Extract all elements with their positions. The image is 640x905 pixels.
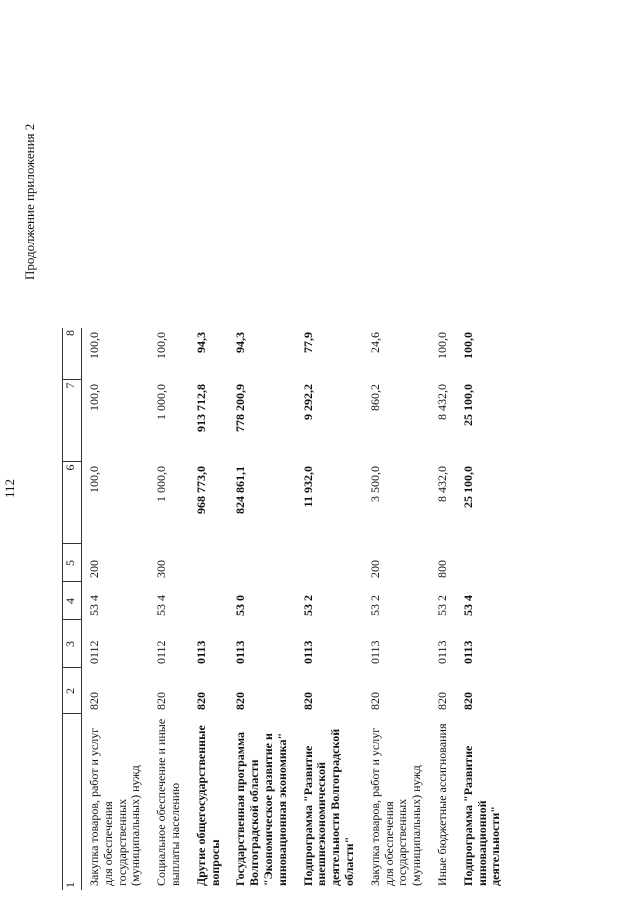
table-header [63, 328, 82, 890]
row-cell-c5 [296, 544, 363, 582]
row-cell-c7: 9 292,2 [300, 384, 315, 420]
row-cell-c4: 53 2 [300, 595, 315, 616]
row-name-cell: Социальное обеспечение и иные выплаты населению [154, 718, 182, 886]
row-cell-c3: 0113 [434, 640, 449, 664]
row-cell-c5: 200 [87, 560, 101, 578]
row-cell-c3: 0113 [300, 640, 315, 664]
row-cell-c6: 824 861,1 [233, 466, 248, 514]
row-cell-c2: 820 [154, 692, 169, 710]
row-cell-c6: 100,0 [87, 466, 101, 493]
table-row [228, 328, 295, 890]
row-cell-c6: 8 432,0 [434, 466, 449, 502]
row-name-cell: Иные бюджетные ассигнования [434, 723, 449, 886]
header-col-8: 8 [63, 328, 82, 380]
row-cell-c4: 53 4 [154, 595, 169, 616]
row-cell-c6: 25 100,0 [460, 466, 475, 508]
table-row [296, 328, 363, 890]
header-col-5: 5 [63, 544, 82, 582]
header-col-7: 7 [63, 380, 82, 462]
table-row [363, 328, 430, 890]
row-cell-c3: 0112 [154, 640, 169, 664]
row-cell-c4: 53 2 [434, 595, 449, 616]
header-col-2: 2 [63, 668, 82, 714]
row-cell-c5: 800 [434, 560, 449, 578]
row-cell-c4: 53 4 [87, 595, 101, 616]
row-name-cell: Государственная программа Волгоградской области "Экономическое развитие и инновационная экономика" [233, 731, 289, 886]
row-cell-c4: 53 0 [233, 595, 248, 616]
row-cell-c7: 25 100,0 [460, 384, 475, 426]
row-cell-c6: 968 773,0 [193, 466, 208, 514]
row-cell-c7: 913 712,8 [193, 384, 208, 432]
row-name-cell: Закупка товаров, работ и услуг для обеспечения государственных (муниципальных) нужд [367, 727, 424, 886]
budget-table [62, 328, 509, 890]
row-cell-c3: 0112 [87, 640, 101, 664]
row-cell-c2: 820 [300, 692, 315, 710]
row-cell-c6: 11 932,0 [300, 466, 315, 508]
table-row [82, 328, 150, 890]
header-col-1: 1 [63, 714, 82, 890]
row-cell-c7: 860,2 [367, 384, 382, 411]
row-name-cell: Подпрограмма "Развитие внешнеэкономической деятельности Волгоградской области" [300, 728, 356, 886]
row-cell-c3: 0113 [233, 640, 248, 664]
row-cell-c5 [228, 544, 295, 582]
row-cell-c2: 820 [193, 692, 208, 710]
row-cell-c8: 94,3 [233, 332, 248, 353]
row-cell-c5: 200 [367, 560, 382, 578]
table-body [82, 328, 510, 890]
row-cell-c2: 820 [367, 692, 382, 710]
row-cell-c5: 300 [154, 560, 169, 578]
page-number: 112 [2, 478, 17, 498]
row-cell-c7: 8 432,0 [434, 384, 449, 420]
table-row [189, 328, 229, 890]
row-cell-c7: 100,0 [87, 384, 101, 411]
row-name-cell: Другие общегосударственные вопросы [193, 725, 222, 886]
row-cell-c5 [189, 544, 229, 582]
row-cell-c6: 1 000,0 [154, 466, 169, 502]
header-col-6: 6 [63, 462, 82, 544]
row-cell-c3: 0113 [460, 640, 475, 664]
row-cell-c7: 778 200,9 [233, 384, 248, 432]
row-cell-c2: 820 [233, 692, 248, 710]
row-cell-c3: 0113 [367, 640, 382, 664]
table-row [456, 328, 509, 890]
row-cell-c6: 3 500,0 [367, 466, 382, 502]
row-cell-c7: 1 000,0 [154, 384, 169, 420]
row-name-cell: Подпрограмма "Развитие инновационной деятельности" [460, 745, 503, 886]
row-name-cell: Закупка товаров, работ и услуг для обеспечения государственных (муниципальных) нужд [87, 727, 143, 886]
table-row [430, 328, 456, 890]
row-cell-c8: 24,6 [367, 332, 382, 353]
row-cell-c8: 100,0 [434, 332, 449, 359]
row-cell-c5 [456, 544, 509, 582]
row-cell-c8: 77,9 [300, 332, 315, 353]
row-cell-c3: 0113 [193, 640, 208, 664]
row-cell-c8: 100,0 [460, 332, 475, 359]
row-cell-c4 [189, 582, 229, 620]
row-cell-c8: 100,0 [154, 332, 169, 359]
row-cell-c2: 820 [87, 692, 101, 710]
header-col-4: 4 [63, 582, 82, 620]
row-cell-c8: 100,0 [87, 332, 101, 359]
row-cell-c4: 53 4 [460, 595, 475, 616]
row-cell-c8: 94,3 [193, 332, 208, 353]
header-col-3: 3 [63, 620, 82, 668]
row-cell-c2: 820 [434, 692, 449, 710]
table-row [149, 328, 189, 890]
rotated-sheet [2, 110, 582, 890]
row-cell-c2: 820 [460, 692, 475, 710]
row-cell-c4: 53 2 [367, 595, 382, 616]
continuation-label: Продолжение приложения 2 [22, 123, 37, 280]
